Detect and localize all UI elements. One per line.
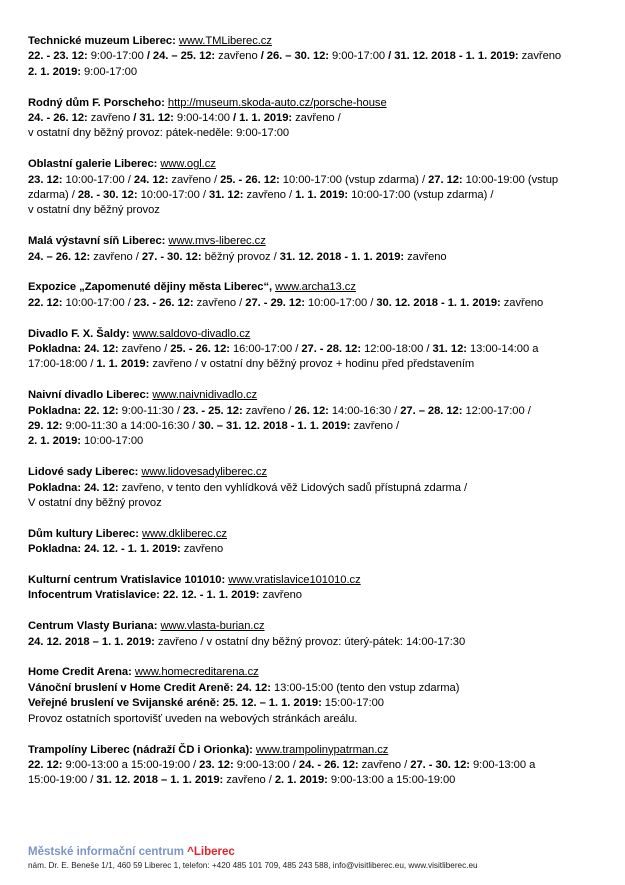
date-label: 23. 12: (199, 758, 234, 771)
date-label: Pokladna: 22. 12: (28, 404, 119, 417)
schedule-text: 15:00-17:00 (321, 697, 384, 710)
schedule-line (28, 635, 613, 650)
schedule-text: 9:00-13:00 a 15:00-19:00 (327, 774, 456, 787)
schedule-text: 13:00-14:00 a (466, 343, 539, 356)
schedule-text: 10:00-17:00 / (304, 296, 377, 309)
venue-entry (28, 619, 613, 650)
schedule-text: 10:00-19:00 (vstup (462, 173, 559, 186)
schedule-line (28, 681, 613, 696)
date-label: / 31. 12. 2018 - 1. 1. 2019: (388, 50, 519, 63)
schedule-text: 9:00-11:30 / (118, 404, 183, 417)
schedule-line (28, 250, 613, 265)
schedule-text: zavřeno (404, 250, 447, 263)
schedule-text: v ostatní dny běžný provoz: pátek-neděle: 9:00-17:00 (28, 127, 290, 140)
schedule-text: 12:00-18:00 / (361, 343, 433, 356)
schedule-line (28, 126, 613, 141)
date-label: 30. 12. 2018 - 1. 1. 2019: (376, 296, 501, 309)
venue-entry (28, 527, 613, 558)
schedule-text: zdarma) / (28, 189, 78, 202)
venue-entry (28, 34, 613, 80)
venue-entry (28, 743, 613, 789)
venue-entry (28, 280, 613, 311)
venue-heading-line (28, 388, 613, 403)
venue-website-link[interactable]: www.mvs-liberec.cz (168, 235, 266, 248)
venue-heading-line (28, 527, 613, 542)
venue-entry (28, 157, 613, 219)
date-label: 2. 1. 2019: (28, 435, 81, 448)
venue-entry (28, 573, 613, 604)
schedule-text: Provoz ostatních sportovišť uveden na webových stránkách areálu. (28, 712, 358, 725)
venue-name: Naivní divadlo Liberec: (28, 389, 153, 402)
date-label: / 24. – 25. 12: (146, 50, 216, 63)
venue-heading-line (28, 665, 613, 680)
schedule-text: 10:00-17:00 (80, 435, 144, 448)
date-label: 28. - 30. 12: (77, 189, 138, 202)
schedule-text: zavřeno (518, 50, 562, 63)
schedule-line (28, 203, 613, 218)
date-label: / 26. – 30. 12: (260, 50, 329, 63)
schedule-line (28, 696, 613, 711)
schedule-text: 9:00-13:00 / (233, 758, 299, 771)
venue-heading-line (28, 327, 613, 342)
date-label: 31. 12. 2018 - 1. 1. 2019: (279, 250, 405, 263)
venue-heading-line (28, 234, 613, 249)
venue-name: Malá výstavní síň Liberec: (28, 235, 169, 248)
date-label: Pokladna: 24. 12: (28, 481, 119, 494)
date-label: 31. 12: (432, 343, 467, 356)
schedule-text: zavřeno (259, 589, 302, 602)
schedule-text: 10:00-17:00 (vstup zdarma) / (348, 189, 494, 202)
schedule-line (28, 296, 613, 311)
venue-website-link[interactable]: www.TMLiberec.cz (178, 35, 272, 47)
venue-heading-line (28, 465, 613, 480)
venue-website-link[interactable]: www.lidovesadyliberec.cz (141, 466, 268, 479)
date-label: Infocentrum Vratislavice: 22. 12. - 1. 1. 2019: (28, 589, 260, 602)
date-label: 2. 1. 2019: (274, 774, 328, 787)
schedule-text: zavřeno / (350, 420, 400, 433)
date-label: 2. 1. 2019: (28, 65, 81, 78)
venue-website-link[interactable]: www.saldovo-divadlo.cz (132, 327, 251, 340)
date-label: 31. 12. 2018 – 1. 1. 2019: (96, 774, 224, 787)
schedule-text: 10:00-17:00 / (62, 173, 134, 186)
date-label: 1. 1. 2019: (96, 358, 150, 371)
date-label: 22. - 23. 12: (28, 50, 88, 63)
date-label: 23. - 25. 12: (182, 404, 243, 417)
venue-name: Trampolíny Liberec (nádraží ČD i Orionka): (28, 743, 256, 756)
schedule-text: zavřeno (180, 543, 224, 556)
venue-name: Rodný dům F. Porscheho: (28, 96, 168, 109)
schedule-text: 9:00-17:00 (328, 50, 389, 63)
schedule-text: 10:00-17:00 / (137, 189, 209, 202)
venue-entry (28, 665, 613, 727)
venue-entry (28, 96, 613, 142)
date-label: 22. 12: (28, 296, 63, 309)
schedule-text: zavřeno / (292, 112, 341, 125)
date-label: 27. 12: (428, 173, 463, 186)
schedule-line (28, 419, 613, 434)
venue-heading-line (28, 96, 613, 111)
date-label: 29. 12: (28, 420, 63, 433)
date-label: / 1. 1. 2019: (233, 112, 293, 125)
schedule-text: zavřeno / (118, 343, 171, 356)
schedule-line (28, 712, 613, 727)
schedule-text: 12:00-17:00 / (462, 404, 531, 417)
schedule-text: 10:00-17:00 (vstup zdarma) / (279, 173, 429, 186)
venue-heading-line (28, 573, 613, 588)
venue-website-link[interactable]: www.trampolinypatrman.cz (255, 743, 389, 756)
venue-website-link[interactable]: www.naivnidivadlo.cz (152, 389, 258, 402)
venue-name: Kulturní centrum Vratislavice 101010: (28, 574, 229, 587)
footer-brand (28, 844, 618, 860)
date-label: 1. 1. 2019: (295, 189, 349, 202)
date-label: 24. 12: (133, 173, 169, 186)
schedule-text: 9:00-14:00 (173, 112, 233, 125)
date-label: Pokladna: 24. 12. - 1. 1. 2019: (28, 543, 181, 556)
schedule-text: 15:00-19:00 / (28, 774, 97, 787)
schedule-text: 9:00-17:00 (80, 65, 138, 78)
schedule-line (28, 588, 613, 603)
schedule-line (28, 342, 613, 357)
date-label: 24. – 26. 12: (28, 250, 91, 263)
venue-name: Technické muzeum Liberec: (28, 35, 179, 47)
venue-website-link[interactable]: http://museum.skoda-auto.cz/porsche-house (167, 96, 387, 109)
schedule-line (28, 404, 613, 419)
footer (28, 844, 618, 871)
date-label: 25. - 26. 12: (170, 343, 230, 356)
venue-website-link[interactable]: www.ogl.cz (160, 158, 216, 171)
venue-website-link[interactable]: www.archa13.cz (275, 281, 356, 294)
date-label: Pokladna: 24. 12: (28, 343, 119, 356)
opening-hours-document (28, 34, 613, 804)
schedule-line (28, 111, 613, 126)
schedule-text: 16:00-17:00 / (229, 343, 302, 356)
schedule-line (28, 434, 613, 449)
schedule-text: 10:00-17:00 / (62, 296, 134, 309)
schedule-text: běžný provoz / (201, 250, 280, 263)
date-label: 26. 12: (294, 404, 329, 417)
schedule-line (28, 758, 613, 773)
venue-website-link[interactable]: www.vratislavice101010.cz (228, 574, 361, 587)
date-label: / 31. 12: (133, 112, 174, 125)
schedule-text: V ostatní dny běžný provoz (28, 497, 162, 510)
venue-entry (28, 388, 613, 450)
schedule-text: zavřeno / (193, 296, 246, 309)
footer-brand-city: Liberec (193, 846, 235, 858)
venue-name: Divadlo F. X. Šaldy: (28, 327, 133, 340)
venue-heading-line (28, 34, 613, 49)
schedule-text: 9:00-13:00 a 15:00-19:00 / (62, 758, 200, 771)
schedule-text: zavřeno (87, 112, 134, 125)
footer-address: nám. Dr. E. Beneše 1/1, 460 59 Liberec 1, telefon: +420 485 101 709, 485 243 588, info@visitliberec.eu, www.visitliberec.eu (28, 861, 478, 870)
schedule-text: zavřeno / (358, 758, 411, 771)
schedule-line (28, 188, 613, 203)
schedule-text: zavřeno / (242, 404, 295, 417)
schedule-line (28, 773, 613, 788)
venue-heading-line (28, 619, 613, 634)
footer-brand-name: Městské informační centrum (28, 846, 188, 858)
date-label: Veřejné bruslení ve Svijanské aréně: 25. 12. – 1. 1. 2019: (28, 697, 322, 710)
date-label: 27. - 29. 12: (245, 296, 305, 309)
schedule-line (28, 49, 613, 64)
venue-website-link[interactable]: www.homecreditarena.cz (134, 666, 259, 679)
schedule-line (28, 173, 613, 188)
venue-entry (28, 327, 613, 373)
venue-entry (28, 234, 613, 265)
schedule-text: 9:00-11:30 a 14:00-16:30 / (62, 420, 199, 433)
date-label: 23. 12: (28, 173, 63, 186)
footer-brand-mark: ^ (187, 846, 194, 858)
venue-heading-line (28, 280, 613, 295)
date-label: 22. 12: (28, 758, 63, 771)
venue-entry (28, 465, 613, 511)
schedule-text: zavřeno / v ostatní dny běžný provoz: úterý-pátek: 14:00-17:30 (154, 635, 466, 648)
venue-name: Oblastní galerie Liberec: (28, 158, 161, 171)
schedule-text: zavřeno (215, 50, 261, 63)
date-label: 27. – 28. 12: (400, 404, 463, 417)
schedule-text: v ostatní dny běžný provoz (28, 204, 160, 217)
date-label: 27. - 30. 12: (141, 250, 202, 263)
schedule-text: zavřeno / (243, 189, 296, 202)
venue-website-link[interactable]: www.vlasta-burian.cz (160, 620, 265, 633)
schedule-text: zavřeno / (223, 774, 275, 787)
date-label: 27. - 28. 12: (301, 343, 362, 356)
schedule-text: zavřeno / v ostatní dny běžný provoz + hodinu před představením (149, 358, 475, 371)
schedule-text: 9:00-17:00 (87, 50, 147, 63)
venue-heading-line (28, 743, 613, 758)
date-label: 24. - 26. 12: (298, 758, 359, 771)
venue-website-link[interactable]: www.dkliberec.cz (141, 527, 227, 540)
schedule-text: 14:00-16:30 / (328, 404, 401, 417)
schedule-text: zavřeno, v tento den vyhlídková věž Lidových sadů přístupná zdarma / (118, 481, 468, 494)
venue-name: Home Credit Arena: (28, 666, 135, 679)
schedule-text: zavřeno / (168, 173, 221, 186)
schedule-line (28, 65, 613, 80)
schedule-text: zavřeno (500, 296, 544, 309)
date-label: 25. - 26. 12: (220, 173, 280, 186)
venue-name: Expozice „Zapomenuté dějiny města Liberec“, (28, 281, 276, 294)
date-label: 24. - 26. 12: (28, 112, 88, 125)
venue-name: Centrum Vlasty Buriana: (28, 620, 161, 633)
venue-name: Dům kultury Liberec: (28, 527, 142, 540)
date-label: 30. – 31. 12. 2018 - 1. 1. 2019: (198, 420, 351, 433)
schedule-line (28, 357, 613, 372)
schedule-text: zavřeno / (90, 250, 142, 263)
schedule-text: 17:00-18:00 / (28, 358, 97, 371)
date-label: 27. - 30. 12: (410, 758, 470, 771)
schedule-line (28, 481, 613, 496)
date-label: 24. 12. 2018 – 1. 1. 2019: (28, 635, 155, 648)
venue-heading-line (28, 157, 613, 172)
venue-name: Lidové sady Liberec: (28, 466, 142, 479)
schedule-line (28, 496, 613, 511)
schedule-text: 9:00-13:00 a (469, 758, 536, 771)
date-label: 23. - 26. 12: (133, 296, 194, 309)
schedule-line (28, 542, 613, 557)
date-label: Vánoční bruslení v Home Credit Areně: 24. 12: (28, 681, 271, 694)
date-label: 31. 12: (208, 189, 244, 202)
schedule-text: 13:00-15:00 (tento den vstup zdarma) (270, 681, 460, 694)
